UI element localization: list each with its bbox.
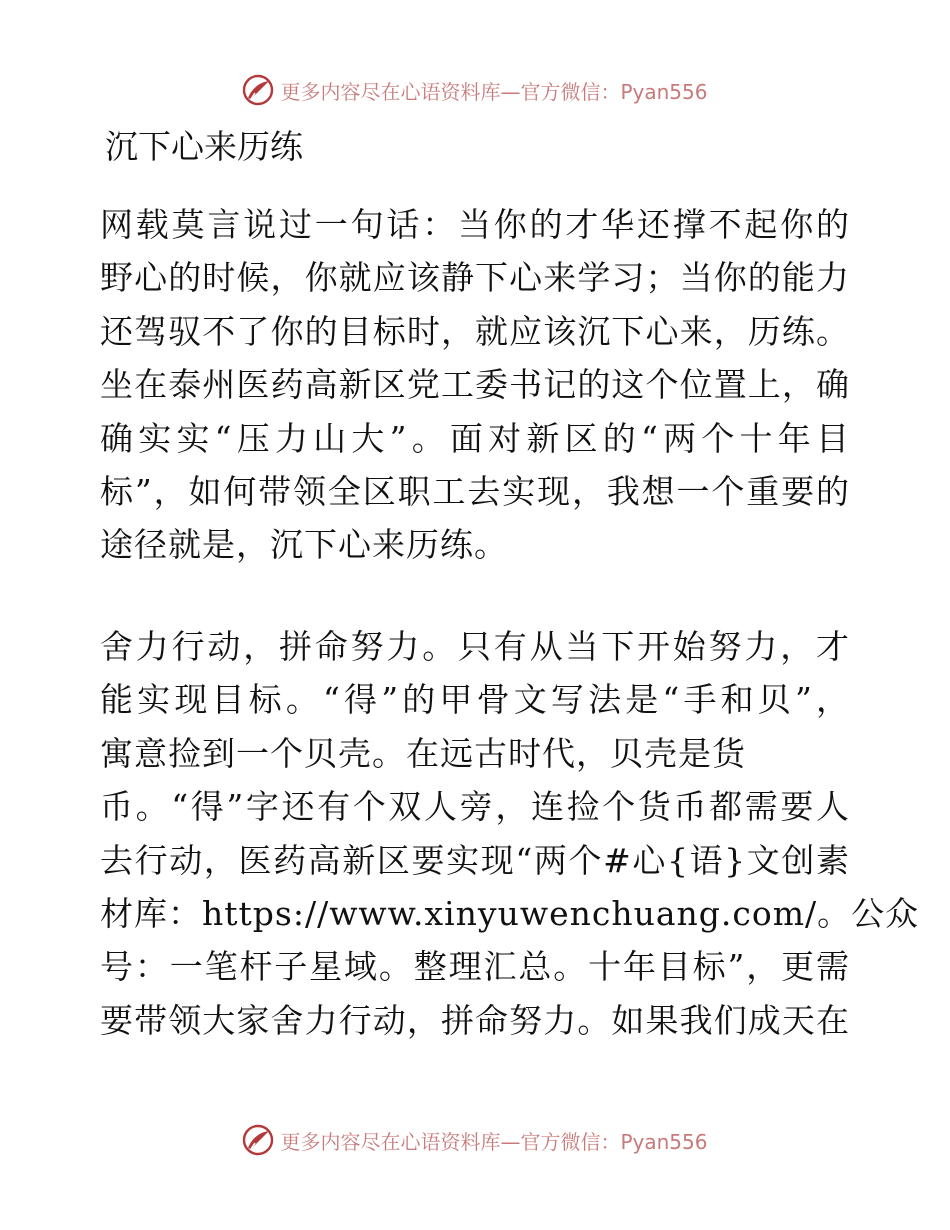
text-line: 途径就是，沉下心来历练。 [100, 525, 508, 565]
text-line: 能实现目标。“得”的甲骨文写法是“手和贝”， [100, 680, 850, 720]
header-watermark [0, 70, 950, 110]
text-line: 舍力行动，拼命努力。只有从当下开始努力，才 [100, 627, 850, 666]
footer-watermark [0, 1120, 950, 1160]
paragraph-1 [100, 198, 850, 572]
text-line: 寓意捡到一个贝壳。在远古时代，贝壳是货 [100, 733, 746, 773]
text-line: 野心的时候，你就应该静下心来学习；当你的能力 [100, 258, 850, 298]
text-line: 坐在泰州医药高新区党工委书记的这个位置上，确 [100, 365, 850, 405]
text-line: 网载莫言说过一句话：当你的才华还撑不起你的 [100, 205, 850, 244]
text-line: 确实实“压力山大”。面对新区的“两个十年目 [100, 418, 850, 458]
text-line: 还驾驭不了你的目标时，就应该沉下心来，历练。 [100, 311, 850, 351]
text-line: 标”，如何带领全区职工去实现，我想一个重要的 [100, 472, 850, 512]
text-line: 材库：https://www.xinyuwenchuang.com/。公众 [100, 894, 920, 934]
paragraph-2 [100, 620, 920, 1047]
text-line: 号：一笔杆子星域。整理汇总。十年目标”，更需 [100, 947, 850, 987]
text-line: 去行动，医药高新区要实现“两个#心{语}文创素 [100, 840, 850, 880]
watermark-text: 更多内容尽在心语资料库—官方微信：Pyan556 [280, 79, 708, 104]
text-line: 要带领大家舍力行动，拼命努力。如果我们成天在 [100, 1000, 850, 1040]
watermark-text: 更多内容尽在心语资料库—官方微信：Pyan556 [280, 1129, 708, 1154]
text-line: 币。“得”字还有个双人旁，连捡个货币都需要人 [100, 787, 850, 827]
pen-logo-icon [242, 1124, 274, 1156]
pen-logo-icon [242, 74, 274, 106]
document-title: 沉下心来历练 [105, 127, 303, 166]
